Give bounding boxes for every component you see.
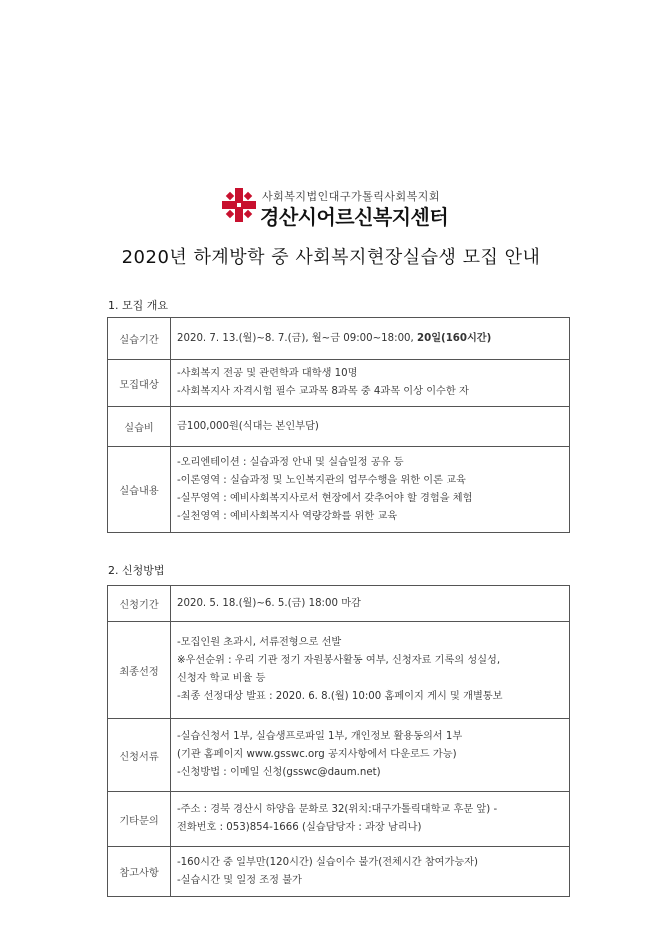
value-line: -160시간 중 일부만(120시간) 실습이수 불가(전체시간 참여가능자) <box>177 856 478 868</box>
value-line: -실습신청서 1부, 실습생프로파일 1부, 개인정보 활용동의서 1부 <box>177 731 463 742</box>
value-line: -최종 선정대상 발표 : 2020. 6. 8.(월) 10:00 홈페이지 게시 및 개별통보 <box>177 691 503 702</box>
row-value <box>171 360 570 407</box>
value-line: -모집인원 초과시, 서류전형으로 선발 <box>177 637 342 648</box>
table-row <box>108 447 570 533</box>
row-value <box>171 792 570 847</box>
table-row <box>108 792 570 847</box>
row-value <box>171 622 570 719</box>
row-value <box>171 586 570 622</box>
table-row <box>108 622 570 719</box>
row-value <box>171 407 570 447</box>
org-subtitle: 사회복지법인대구가톨릭사회복지회 <box>262 190 441 203</box>
table-row <box>108 586 570 622</box>
row-label: 기타문의 <box>108 792 171 847</box>
value-line: -실천영역 : 예비사회복지사 역량강화를 위한 교육 <box>177 510 398 522</box>
value-line: -사회복지사 자격시험 필수 교과목 8과목 중 4과목 이상 이수한 자 <box>177 386 469 397</box>
value-line: -실무영역 : 예비사회복지사로서 현장에서 갖추어야 할 경험을 체험 <box>177 492 473 504</box>
value-line: 2020. 5. 18.(월)~6. 5.(금) 18:00 마감 <box>177 597 361 609</box>
value-line: -신청방법 : 이메일 신청(gsswc@daum.net) <box>177 767 381 778</box>
table-row <box>108 407 570 447</box>
row-label: 최종선정 <box>108 622 171 719</box>
row-label: 실습내용 <box>108 447 171 533</box>
organization-logo <box>222 188 482 232</box>
value-line: 금100,000원(식대는 본인부담) <box>177 420 319 432</box>
value-line: 전화번호 : 053)854-1666 (실습담당자 : 과장 남리나) <box>177 822 422 833</box>
value-line: -오리엔테이션 : 실습과정 안내 및 실습일정 공유 등 <box>177 456 404 468</box>
row-label: 모집대상 <box>108 360 171 407</box>
table-row <box>108 847 570 897</box>
value-line: (기관 홈페이지 www.gsswc.org 공지사항에서 다운로드 가능) <box>177 749 457 760</box>
value-line: -사회복지 전공 및 관련학과 대학생 10명 <box>177 368 358 379</box>
row-label: 실습기간 <box>108 318 171 360</box>
org-name: 경산시어르신복지센터 <box>260 205 449 229</box>
value-line: ※우선순위 : 우리 기관 정기 자원봉사활동 여부, 신청자료 기록의 성실성, <box>177 655 501 666</box>
period-hours: 20일(160시간) <box>417 332 492 344</box>
row-label: 신청서류 <box>108 719 171 792</box>
table-row <box>108 719 570 792</box>
row-label: 실습비 <box>108 407 171 447</box>
section-heading-overview: 1. 모집 개요 <box>108 299 168 312</box>
period-text: 2020. 7. 13.(월)~8. 7.(금), 월~금 09:00~18:00, <box>177 332 418 344</box>
application-table <box>107 585 570 897</box>
row-label: 참고사항 <box>108 847 171 897</box>
table-row <box>108 318 570 360</box>
table-row <box>108 360 570 407</box>
section-heading-application: 2. 신청방법 <box>108 564 165 577</box>
value-line: -주소 : 경북 경산시 하양읍 문화로 32(위치:대구가톨릭대학교 후문 앞) - <box>177 804 498 815</box>
row-value <box>171 847 570 897</box>
value-line: -이론영역 : 실습과정 및 노인복지관의 업무수행을 위한 이론 교육 <box>177 474 466 486</box>
page-title: 2020년 하계방학 중 사회복지현장실습생 모집 안내 <box>121 247 541 268</box>
value-line: 신청자 학교 비율 등 <box>177 673 266 684</box>
row-value <box>171 719 570 792</box>
row-value <box>171 447 570 533</box>
overview-table <box>107 317 570 533</box>
row-label: 신청기간 <box>108 586 171 622</box>
cross-logo-icon <box>222 188 256 222</box>
value-line: -실습시간 및 일정 조정 불가 <box>177 874 302 886</box>
row-value <box>171 318 570 360</box>
